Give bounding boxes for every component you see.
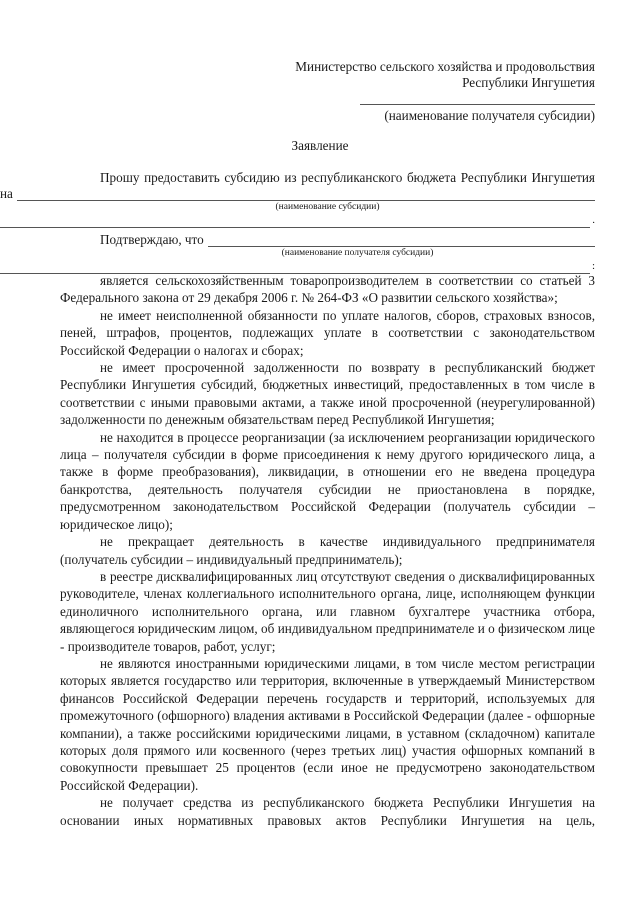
confirmation-list	[60, 272, 595, 829]
recipient-caption: (наименование получателя субсидии)	[384, 108, 595, 123]
recipient-name-line	[360, 98, 595, 105]
request-prefix: на	[0, 186, 13, 201]
paragraph-no-tax-debt: не имеет неисполненной обязанности по уплате налогов, сборов, страховых взносов, пеней, штрафов, процентов, подлежащих уплате в соответствии с законодательством Российской Федерации о налогах и сборах;	[60, 307, 595, 358]
confirm-recipient-line	[208, 235, 595, 247]
subsidy-name-line-2-fill	[0, 216, 590, 228]
subsidy-line-end: .	[592, 214, 595, 226]
ministry-header	[295, 59, 595, 91]
paragraph-no-other-funding: не получает средства из республиканского бюджета Республики Ингушетия на основании иных нормативных правовых актов Республики Ингушетия на цель,	[60, 795, 595, 828]
subsidy-caption: (наименование субсидии)	[275, 202, 380, 212]
subsidy-name-line-2	[0, 213, 595, 228]
subsidy-name-line	[17, 189, 595, 201]
request-text: Прошу предоставить субсидию из республиканского бюджета Республики Ингушетия	[100, 170, 595, 185]
recipient-block	[360, 98, 595, 124]
confirm-row	[60, 232, 595, 247]
request-block	[0, 170, 595, 274]
paragraph-not-foreign-entity: не являются иностранными юридическими лицами, в том числе местом регистрации которых является государство или территория, включенные в утверждаемый Министерством финансов Российской Федерации перечень государств и территорий, используемых для промежуточного (офшорного) владения активами в Российской Федерации (далее - офшорные компании), а также российскими юридическими лицами, в уставном (складочном) капитале которых доля прямого или косвенного (через третьих лиц) участия офшорных компаний в совокупности превышает 25 процентов (если иное не предусмотрено законодательством Российской Федерации).	[60, 655, 595, 793]
paragraph-agricultural-producer: является сельскохозяйственным товаропроизводителем в соответствии со статьей 3 Федерального закона от 29 декабря 2006 г. № 264-ФЗ «О развитии сельского хозяйства»;	[60, 273, 595, 306]
ministry-header-line-2: Республики Ингушетия	[462, 75, 595, 90]
confirm-caption: (наименование получателя субсидии)	[281, 248, 434, 258]
ministry-header-line-1: Министерство сельского хозяйства и продовольствия	[295, 59, 595, 74]
confirm-line-end: :	[591, 260, 595, 272]
paragraph-no-overdue-debt: не имеет просроченной задолженности по возврату в республиканский бюджет Республики Ингушетия субсидий, бюджетных инвестиций, предоставленных в том числе в соответствии с иными правовыми актами, а также иной просроченной (неурегулированной) задолженности по денежным обязательствам перед Республикой Ингушетия;	[60, 360, 595, 428]
confirm-text: Подтверждаю, что	[100, 232, 204, 247]
paragraph-disqualified-registry: в реестре дисквалифицированных лиц отсутствуют сведения о дисквалифицированных руководителе, членах коллегиального исполнительного органа, лице, исполняющем функции единоличного исполнительного органа, или главном бухгалтере участника отбора, являющегося юридическим лицом, об индивидуальном предпринимателе и о физическом лице - производителе товаров, работ, услуг;	[60, 568, 595, 654]
document-title: Заявление	[291, 138, 349, 153]
subsidy-name-row	[0, 186, 595, 201]
paragraph-not-reorganizing: не находится в процессе реорганизации (за исключением реорганизации юридического лица – получателя субсидии в форме присоединения к нему другого юридического лица, а также в форме преобразования), ликвидации, в отношении его не введена процедура банкротства, деятельность получателя субсидии не приостановлена в порядке, предусмотренном законодательством Российской Федерации (получатель субсидии – юридическое лицо);	[60, 429, 595, 532]
paragraph-entrepreneur-active: не прекращает деятельность в качестве индивидуального предпринимателя (получатель субсидии – индивидуальный предприниматель);	[60, 534, 595, 567]
